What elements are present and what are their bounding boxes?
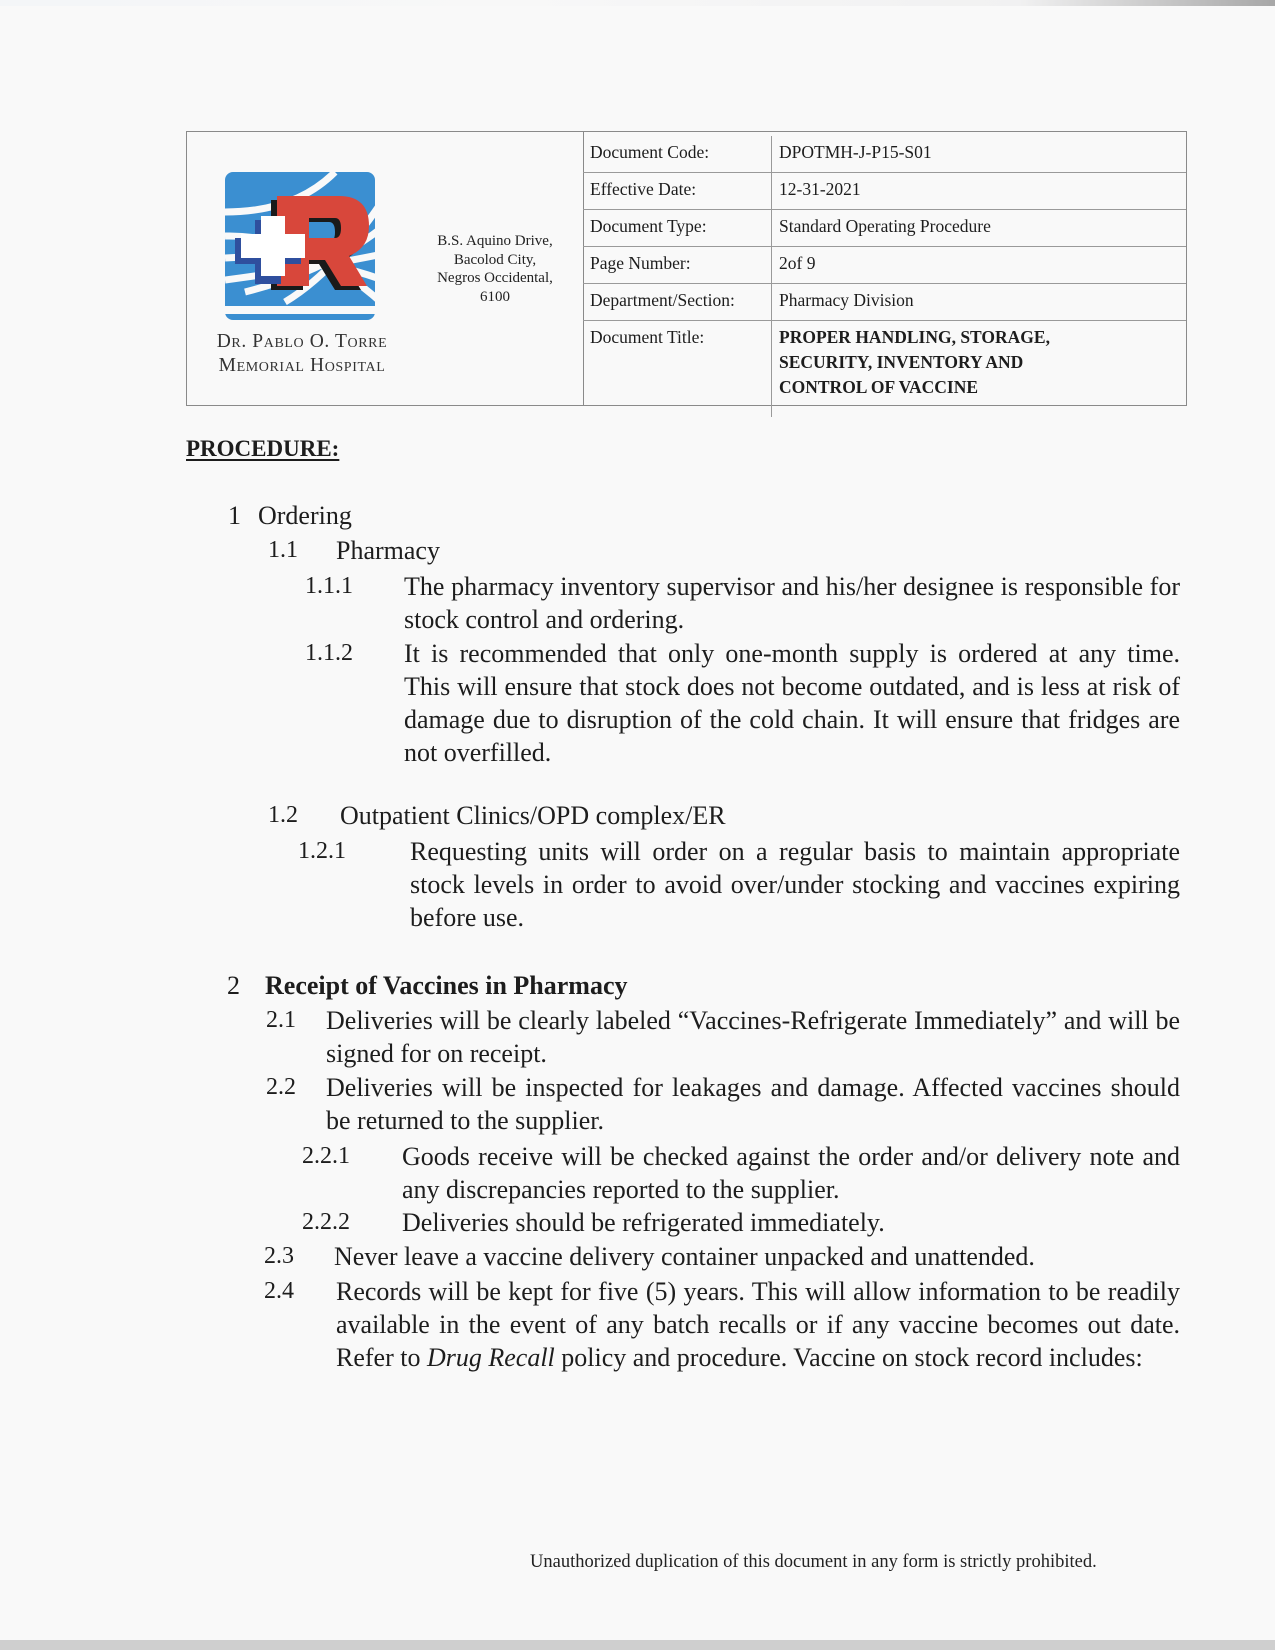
- item-number: 2.3: [264, 1243, 294, 1269]
- meta-row-document-title: [583, 321, 1186, 418]
- hospital-logo-cross-r-icon: [225, 172, 383, 330]
- document-meta-table: [583, 136, 1186, 417]
- meta-value-title: [772, 321, 1187, 418]
- hospital-name-line2: Memorial Hospital: [218, 355, 386, 376]
- hospital-identity-cell: [187, 132, 584, 405]
- item-title: Pharmacy: [336, 536, 440, 565]
- meta-value: 2of 9: [772, 247, 1187, 284]
- meta-value: Pharmacy Division: [772, 284, 1187, 321]
- item-number: 2.4: [264, 1278, 294, 1304]
- address-line: B.S. Aquino Drive,: [437, 233, 553, 249]
- item-text: Deliveries should be refrigerated immediately.: [402, 1208, 885, 1237]
- item-number: 2.2.2: [302, 1209, 350, 1235]
- item-text: [336, 1275, 1180, 1374]
- hospital-name-line1: Dr. Pablo O. Torre: [216, 331, 388, 352]
- item-number: 2.2: [266, 1074, 296, 1100]
- meta-label: Effective Date:: [583, 173, 772, 210]
- hospital-address: [415, 232, 575, 306]
- procedure-heading: PROCEDURE:: [186, 436, 340, 461]
- meta-label: Department/Section:: [583, 284, 772, 321]
- meta-row-effective-date: [583, 173, 1186, 210]
- meta-label: Document Code:: [583, 136, 772, 173]
- document-header: [186, 131, 1187, 406]
- item-number: 2.1: [266, 1007, 296, 1033]
- meta-row-document-type: [583, 210, 1186, 247]
- meta-row-page-number: [583, 247, 1186, 284]
- title-line: SECURITY, INVENTORY AND: [779, 352, 1024, 372]
- meta-value: 12-31-2021: [772, 173, 1187, 210]
- hospital-name: [197, 330, 407, 378]
- text-run: Records will be kept for five (5) years. This will allow information to be readily available in the event of any batch recalls or if any vaccine becomes out date. Refer to: [336, 1277, 1180, 1372]
- scan-edge-top: [0, 0, 1275, 6]
- item-number: 1.1: [268, 537, 298, 563]
- text-run: policy and procedure. Vaccine on stock record includes:: [554, 1343, 1143, 1372]
- address-line: Bacolod City,: [453, 251, 537, 268]
- address-line: 6100: [480, 288, 510, 305]
- item-title: Outpatient Clinics/OPD complex/ER: [340, 801, 726, 830]
- item-number: 1.1.1: [305, 573, 353, 599]
- meta-label: Page Number:: [583, 247, 772, 284]
- section-title: Receipt of Vaccines in Pharmacy: [265, 971, 628, 1000]
- item-text: Goods receive will be checked against the order and/or delivery note and any discrepancies reported to the supplier.: [402, 1142, 1180, 1204]
- section-number: 2: [227, 971, 240, 1000]
- item-text: The pharmacy inventory supervisor and his/her designee is responsible for stock control and ordering.: [404, 572, 1180, 634]
- item-text: Deliveries will be inspected for leakages and damage. Affected vaccines should be returned to the supplier.: [326, 1073, 1180, 1135]
- meta-label: Document Title:: [583, 321, 772, 418]
- title-line: PROPER HANDLING, STORAGE,: [779, 327, 1050, 347]
- item-number: 1.1.2: [305, 640, 353, 666]
- section-number: 1: [228, 501, 241, 530]
- meta-label: Document Type:: [583, 210, 772, 247]
- meta-row-department: [583, 284, 1186, 321]
- section-title: Ordering: [258, 501, 352, 530]
- item-number: 2.2.1: [302, 1143, 350, 1169]
- meta-row-document-code: [583, 136, 1186, 173]
- meta-value: Standard Operating Procedure: [772, 210, 1187, 247]
- address-line: Negros Occidental,: [437, 270, 553, 286]
- item-number: 1.2: [268, 802, 298, 828]
- item-text: Deliveries will be clearly labeled “Vaccines-Refrigerate Immediately” and will be signed for on receipt.: [326, 1006, 1180, 1068]
- meta-value: DPOTMH-J-P15-S01: [772, 136, 1187, 173]
- item-text: Never leave a vaccine delivery container unpacked and unattended.: [334, 1242, 1035, 1271]
- item-number: 1.2.1: [298, 838, 346, 864]
- drug-recall-reference: Drug Recall: [426, 1343, 555, 1372]
- scan-edge-bottom: [0, 1640, 1275, 1650]
- item-text: It is recommended that only one-month supply is ordered at any time. This will ensure that stock does not become outdated, and is less at risk of damage due to disruption of the cold chain. It will ensure that fridges are not overfilled.: [404, 639, 1180, 767]
- item-text: Requesting units will order on a regular basis to maintain appropriate stock levels in order to avoid over/under stocking and vaccines expiring before use.: [410, 837, 1180, 932]
- title-line: CONTROL OF VACCINE: [779, 377, 979, 397]
- footer-notice: Unauthorized duplication of this document in any form is strictly prohibited.: [530, 1552, 1097, 1572]
